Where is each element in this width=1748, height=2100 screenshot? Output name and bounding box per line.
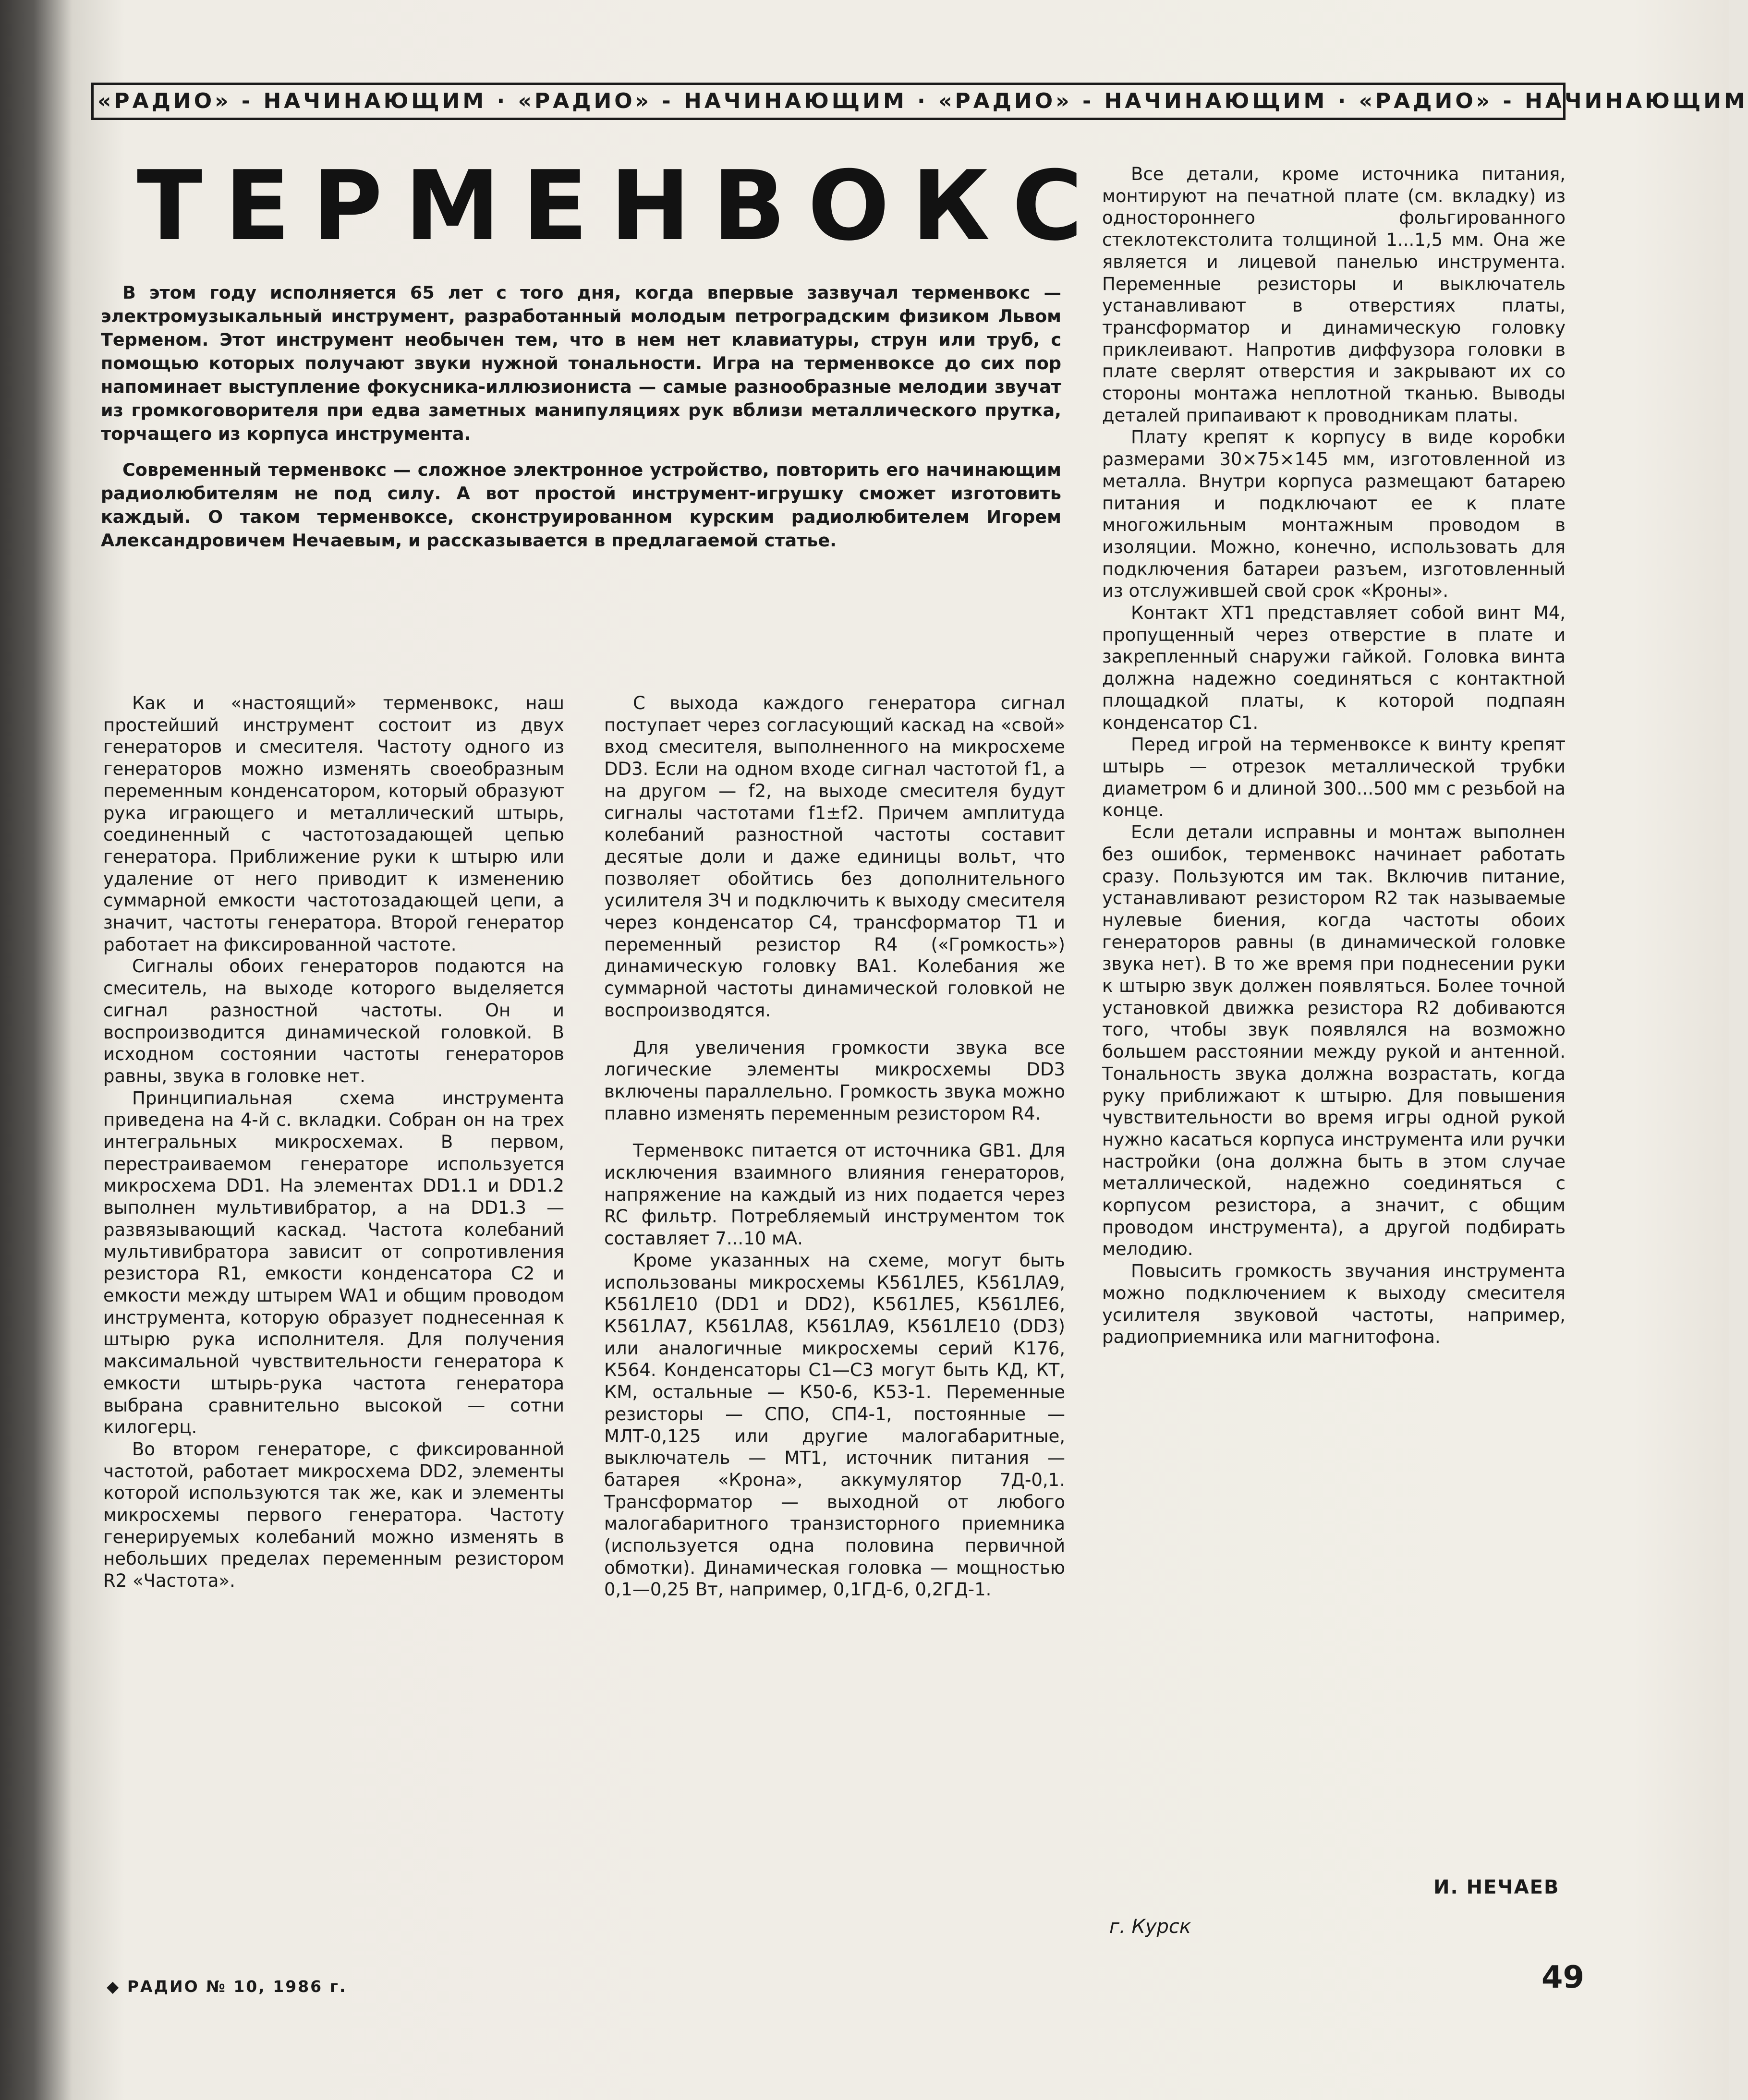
author-city: г. Курск [1109, 1916, 1191, 1938]
article-lead [101, 281, 1061, 552]
article-title: ТЕРМЕНВОКС [137, 150, 1105, 262]
body-paragraph: Как и «настоящий» терменвокс, наш простейший инструмент состоит из двух генераторов и смесителя. Частоту одного из генераторов можно изменять своеобразным переменным конденсатором, который образуют рука играющего и металлический штырь, соединенный с частотозадающей цепью генератора. Приближение руки к штырю или удаление от него приводит к изменению суммарной емкости частотозадающей цепи, а значит, частоты генератора. Второй генератор работает на фиксированной частоте. [103, 693, 564, 955]
body-paragraph: С выхода каждого генератора сигнал поступает через согласующий каскад на «свой» вход смесителя, выполненного на микросхеме DD3. Если на одном входе сигнал частотой f1, а на другом — f2, на выходе смесителя будут сигналы частотами f1±f2. Причем амплитуда колебаний разностной частоты составит десятые доли и даже единицы вольт, что позволяет обойтись без дополнительного усилителя ЗЧ и подключить к выходу смесителя через конденсатор C4, трансформатор T1 и переменный резистор R4 («Громкость») динамическую головку BA1. Колебания же суммарной частоты динамической головкой не воспроизводятся. [604, 693, 1065, 1021]
body-paragraph: Сигналы обоих генераторов подаются на смеситель, на выходе которого выделяется сигнал разностной частоты. Он и воспроизводится динамической головкой. В исходном состоянии частоты генераторов равны, звука в головке нет. [103, 956, 564, 1086]
body-paragraph: Плату крепят к корпусу в виде коробки размерами 30×75×145 мм, изготовленной из металла. Внутри корпуса размещают батарею питания и подключают ее к плате многожильным монтажным проводом в изоляции. Можно, конечно, использовать для подключения батареи разъем, изготовленный из отслужившей свой срок «Кроны». [1102, 427, 1566, 602]
author-signature: И. НЕЧАЕВ [1433, 1876, 1560, 1898]
page-number: 49 [1542, 1960, 1585, 1995]
column-right [1102, 163, 1566, 1348]
lead-paragraph-2: Современный терменвокс — сложное электронное устройство, повторить его начинающим радиолюбителям не под силу. А вот простой инструмент-игрушку сможет изготовить каждый. О таком терменвоксе, сконструированном курским радиолюбителем Игорем Александровичем Нечаевым, и рассказывается в предлагаемой статье. [101, 459, 1061, 551]
section-banner: «РАДИО» - НАЧИНАЮЩИМ · «РАДИО» - НАЧИНАЮЩИМ · «РАДИО» - НАЧИНАЮЩИМ · «РАДИО» - НАЧИНАЮЩИМ [91, 83, 1566, 120]
body-paragraph: Для увеличения громкости звука все логические элементы микросхемы DD3 включены параллельно. Громкость звука можно плавно изменять переменным резистором R4. [604, 1037, 1065, 1124]
magazine-footer: ◆ РАДИО № 10, 1986 г. [107, 1977, 347, 1996]
lead-paragraph-1: В этом году исполняется 65 лет с того дня, когда впервые зазвучал терменвокс — электромузыкальный инструмент, разработанный молодым петроградским физиком Львом Терменом. Этот инструмент необычен тем, что в нем нет клавиатуры, струн или труб, с помощью которых получают звуки нужной тональности. Игра на терменвоксе до сих пор напоминает выступление фокусника-иллюзиониста — самые разнообразные мелодии звучат из громкоговорителя при едва заметных манипуляциях рук вблизи металлического прутка, торчащего из корпуса инструмента. [101, 282, 1061, 444]
column-left [103, 692, 564, 1592]
body-paragraph: Все детали, кроме источника питания, монтируют на печатной плате (см. вкладку) из одностороннего фольгированного стеклотекстолита толщиной 1...1,5 мм. Она же является и лицевой панелью инструмента. Переменные резисторы и выключатель устанавливают в отверстиях платы, трансформатор и динамическую головку приклеивают. Напротив диффузора головки в плате сверлят отверстия и закрывают их со стороны монтажа неплотной тканью. Выводы деталей припаивают к проводникам платы. [1102, 164, 1566, 426]
body-paragraph: Кроме указанных на схеме, могут быть использованы микросхемы К561ЛЕ5, К561ЛА9, К561ЛЕ10 (DD1 и DD2), К561ЛЕ5, К561ЛЕ6, К561ЛА7, К561ЛА8, К561ЛА9, К561ЛЕ10 (DD3) или аналогичные микросхемы серий К176, К564. Конденсаторы C1—C3 могут быть КД, КТ, КМ, остальные — К50-6, К53-1. Переменные резисторы — СПО, СП4-1, постоянные — МЛТ-0,125 или другие малогабаритные, выключатель — МТ1, источник питания — батарея «Крона», аккумулятор 7Д-0,1. Трансформатор — выходной от любого малогабаритного транзисторного приемника (используется одна половина первичной обмотки). Динамическая головка — мощностью 0,1—0,25 Вт, например, 0,1ГД-6, 0,2ГД-1. [604, 1250, 1065, 1600]
body-paragraph: Если детали исправны и монтаж выполнен без ошибок, терменвокс начинает работать сразу. Пользуются им так. Включив питание, устанавливают резистором R2 так называемые нулевые биения, когда частоты обоих генераторов равны (в динамической головке звука нет). В то же время при поднесении руки к штырю звук должен появляться. Более точной установкой движка резистора R2 добиваются того, чтобы звук появлялся на возможно большем расстоянии между рукой и антенной. Тональность звука должна возрастать, когда руку приближают к штырю. Для повышения чувствительности во время игры одной рукой нужно касаться корпуса инструмента или ручки настройки (она должна быть в этом случае металлической, надежно соединяться с корпусом резистора, а значит, с общим проводом инструмента), а другой подбирать мелодию. [1102, 822, 1566, 1260]
body-paragraph: Перед игрой на терменвоксе к винту крепят штырь — отрезок металлической трубки диаметром 6 и длиной 300...500 мм с резьбой на конце. [1102, 734, 1566, 821]
column-middle [604, 692, 1065, 1601]
body-paragraph: Во втором генераторе, с фиксированной частотой, работает микросхема DD2, элементы которой используются так же, как и элементы микросхемы первого генератора. Частоту генерируемых колебаний можно изменять в небольших пределах переменным резистором R2 «Частота». [103, 1438, 564, 1592]
body-paragraph: Повысить громкость звучания инструмента можно подключением к выходу смесителя усилителя звуковой частоты, например, радиоприемника или магнитофона. [1102, 1261, 1566, 1348]
body-paragraph: Контакт XT1 представляет собой винт М4, пропущенный через отверстие в плате и закрепленный снаружи гайкой. Головка винта должна надежно соединяться с контактной площадкой платы, к которой подпаян конденсатор C1. [1102, 603, 1566, 733]
body-paragraph: Терменвокс питается от источника GB1. Для исключения взаимного влияния генераторов, напряжение на каждый из них подается через RC фильтр. Потребляемый инструментом ток составляет 7...10 мА. [604, 1140, 1065, 1249]
body-paragraph: Принципиальная схема инструмента приведена на 4-й с. вкладки. Собран он на трех интегральных микросхемах. В первом, перестраиваемом генераторе используется микросхема DD1. На элементах DD1.1 и DD1.2 выполнен мультивибратор, а на DD1.3 — развязывающий каскад. Частота колебаний мультивибратора зависит от сопротивления резистора R1, емкости конденсатора C2 и емкости между штырем WA1 и общим проводом инструмента, которую образует поднесенная к штырю рука исполнителя. Для получения максимальной чувствительности генератора к емкости штырь-рука частота генератора выбрана сравнительно высокой — сотни килогерц. [103, 1087, 564, 1438]
